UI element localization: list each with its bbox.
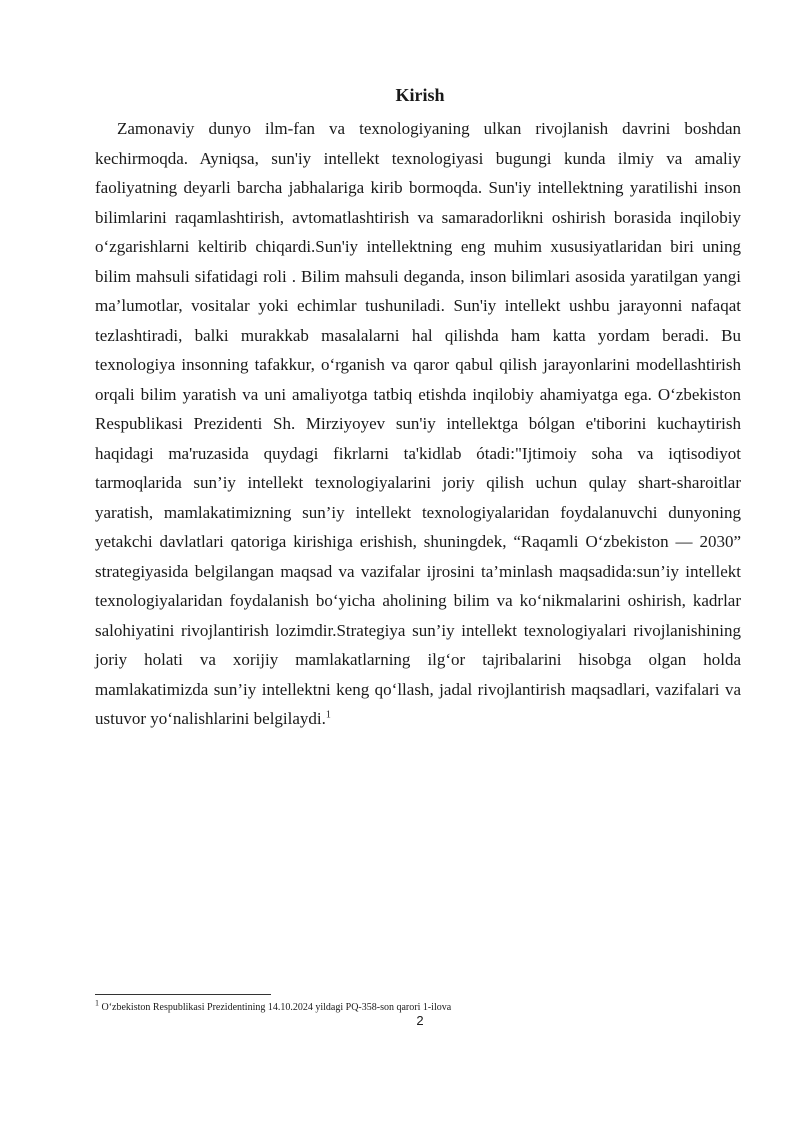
page-number: 2 xyxy=(416,1013,424,1028)
footnote-text: O‘zbekiston Respublikasi Prezidentining 14.10.2024 yildagi PQ-358-son qarori 1-ilova xyxy=(99,1002,452,1013)
footnote-reference: 1 xyxy=(325,709,331,721)
body-paragraph xyxy=(95,114,741,734)
body-paragraph-text: Zamonaviy dunyo ilm-fan va texnologiyaning ulkan rivojlanish davrini boshdan kechirmoqda. Ayniqsa, sun'iy intellekt texnologiyasi bugungi kunda ilmiy va amaliy faoliyatning deyarli barcha jabhalariga kirib bormoqda. Sun'iy intellektning yaratilishi inson bilimlarini raqamlashtirish, avtomatlashtirish va samaradorlikni oshirish borasida inqilobiy o‘zgarishlarni keltirib chiqardi.Sun'iy intellektning eng muhim xususiyatlaridan biri uning bilim mahsuli sifatidagi roli . Bilim mahsuli deganda, inson bilimlari asosida yaratilgan yangi ma’lumotlar, vositalar yoki echimlar tushuniladi. Sun'iy intellekt ushbu jarayonni nafaqat tezlashtiradi, balki murakkab masalalarni hal qilishda ham katta yordam beradi. Bu texnologiya insonning tafakkur, o‘rganish va qaror qabul qilish jarayonlarini modellashtirish orqali bilim yaratish va uni amaliyotga tatbiq etishda inqilobiy ahamiyatga ega. O‘zbekiston Respublikasi Prezidenti Sh. Mirziyoyev sun'iy intellektga bólgan e'tiborini kuchaytirish haqidagi ma'ruzasida quydagi fikrlarni ta'kidlab ótadi:"Ijtimoiy soha va iqtisodiyot tarmoqlarida sun’iy intellekt texnologiyalarini joriy qilish uchun qulay shart-sharoitlar yaratish, mamlakatimizning sun’iy intellekt texnologiyalaridan foydalanuvchi dunyoning yetakchi davlatlari qatoriga kirishiga erishish, shuningdek, “Raqamli O‘zbekiston — 2030” strategiyasida belgilangan maqsad va vazifalar ijrosini ta’minlash maqsadida:sun’iy intellekt texnologiyalaridan foydalanish bo‘yicha aholining bilim va ko‘nikmalarini oshirish, kadrlar salohiyatini rivojlantirish lozimdir.Strategiya sun’iy intellekt texnologiyalari rivojlanishining joriy holati va xorijiy mamlakatlarning ilg‘or tajribalarini hisobga olgan holda mamlakatimizda sun’iy intellektni keng qo‘llash, jadal rivojlantirish maqsadlari, vazifalari va ustuvor yo‘nalishlarini belgilaydi. xyxy=(95,119,741,728)
footnote-separator xyxy=(95,994,271,995)
footnote-mark: 1 xyxy=(95,998,99,1008)
section-title: Kirish xyxy=(395,85,445,105)
